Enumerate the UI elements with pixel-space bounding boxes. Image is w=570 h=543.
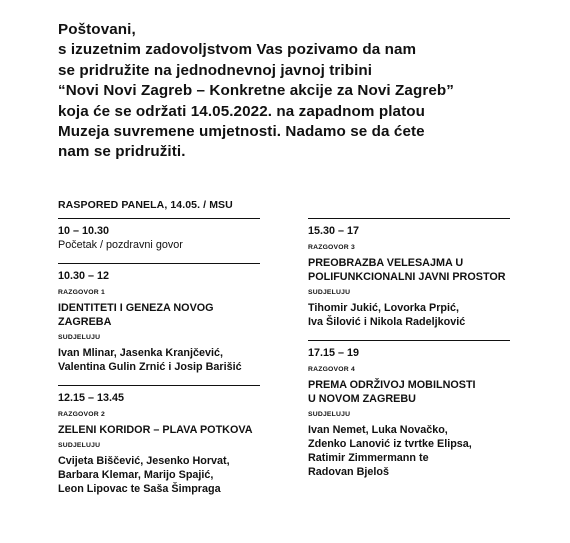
razgovor-label: RAZGOVOR 3 (308, 244, 355, 251)
panel-title-line: PREOBRAZBA VELESAJMA U (308, 257, 464, 269)
razgovor-label: RAZGOVOR 1 (58, 289, 105, 296)
panel-participants (308, 423, 510, 479)
panel-title-line: U NOVOM ZAGREBU (308, 393, 416, 405)
razgovor-label: RAZGOVOR 2 (58, 411, 105, 418)
schedule-column-left (58, 218, 260, 496)
participants-line: Zdenko Lanović iz tvrtke Elipsa, (308, 438, 472, 450)
panel-title-line: POLIFUNKCIONALNI JAVNI PROSTOR (308, 271, 506, 283)
participants-line: Ivan Nemet, Luka Novačko, (308, 424, 448, 436)
panel-time: 10.30 – 12 (58, 270, 110, 282)
panel-title-line: ZAGREBA (58, 316, 112, 328)
panel-participants (58, 346, 260, 374)
participants-line: Barbara Klemar, Marijo Spajić, (58, 469, 214, 481)
sudjeluju-label: SUDJELUJU (58, 334, 101, 341)
intro-line: koja će se održati 14.05.2022. na zapadnom platou (58, 102, 426, 120)
participants-line: Ivan Mlinar, Jasenka Kranjčević, (58, 347, 224, 359)
invitation-text (58, 20, 528, 163)
panel-title-line: ZELENI KORIDOR – PLAVA POTKOVA (58, 424, 253, 436)
panel-opening (58, 218, 260, 252)
intro-line: Poštovani, (58, 21, 136, 38)
panel-time: 10 – 10.30 (58, 225, 110, 237)
intro-line: Muzeja suvremene umjetnosti. Nadamo se da ćete (58, 123, 425, 141)
panel-time: 15.30 – 17 (308, 225, 360, 237)
participants-line: Cvijeta Biščević, Jesenko Horvat, (58, 455, 230, 467)
panel-participants (58, 454, 260, 496)
panel-title (58, 301, 260, 329)
intro-line: se pridružite na jednodnevnoj javnoj tribini (58, 61, 373, 79)
panel-description: Početak / pozdravni govor (58, 239, 183, 251)
participants-line: Valentina Gulin Zrnić i Josip Barišić (58, 361, 242, 373)
intro-line: s izuzetnim zadovoljstvom Vas pozivamo da nam (58, 41, 417, 59)
sudjeluju-label: SUDJELUJU (308, 289, 351, 296)
panel-time: 17.15 – 19 (308, 347, 360, 359)
panel-title-line: PREMA ODRŽIVOJ MOBILNOSTI (308, 379, 476, 391)
panel-razgovor-1 (58, 263, 260, 374)
panel-razgovor-4 (308, 340, 510, 479)
panel-title (58, 423, 260, 437)
panel-title (308, 256, 510, 284)
razgovor-label: RAZGOVOR 4 (308, 366, 355, 373)
participants-line: Radovan Bjeloš (308, 466, 389, 478)
panel-razgovor-2 (58, 385, 260, 496)
participants-line: Leon Lipovac te Saša Šimpraga (58, 483, 221, 495)
panel-time: 12.15 – 13.45 (58, 392, 125, 404)
participants-line: Tihomir Jukić, Lovorka Prpić, (308, 302, 460, 314)
schedule-heading: RASPORED PANELA, 14.05. / MSU (58, 199, 233, 211)
panel-participants (308, 301, 510, 329)
panel-title (308, 378, 510, 406)
panel-title-line: IDENTITETI I GENEZA NOVOG (58, 302, 214, 314)
schedule-column-right (308, 218, 510, 479)
participants-line: Iva Šilović i Nikola Radeljković (308, 316, 466, 328)
participants-line: Ratimir Zimmermann te (308, 452, 429, 464)
sudjeluju-label: SUDJELUJU (308, 411, 351, 418)
intro-line: nam se pridružiti. (58, 143, 186, 161)
sudjeluju-label: SUDJELUJU (58, 442, 101, 449)
intro-line: “Novi Novi Zagreb – Konkretne akcije za Novi Zagreb” (58, 82, 454, 100)
panel-razgovor-3 (308, 218, 510, 329)
